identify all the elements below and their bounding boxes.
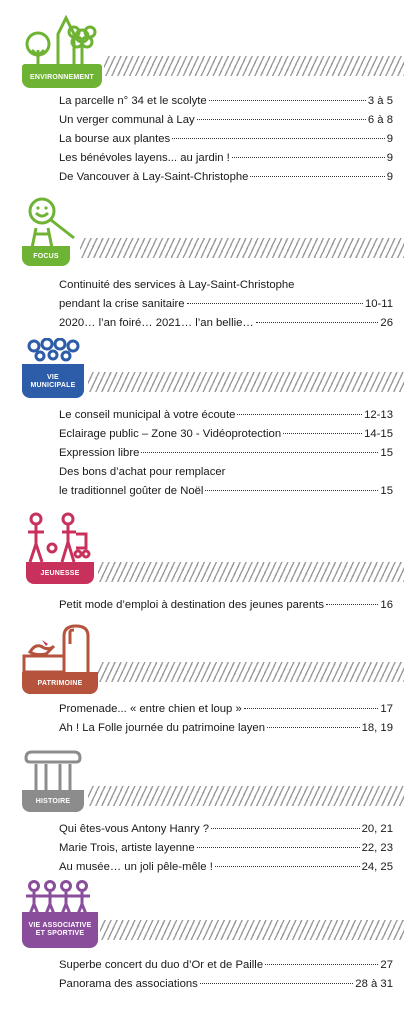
- focus-badge: [22, 194, 84, 268]
- hatch-divider: [100, 920, 404, 940]
- page-number: 9: [386, 133, 393, 145]
- toc-entries: [59, 956, 393, 994]
- toc-entry[interactable]: 2020… l’an foiré… 2021… l’an bellie… 26: [59, 314, 393, 333]
- page-number: 26: [380, 317, 393, 329]
- toc-entry[interactable]: Les bénévoles layens... au jardin ! 9: [59, 149, 393, 168]
- toc-entries: [59, 92, 393, 187]
- toc-entries: [59, 276, 393, 333]
- toc-entries: [59, 596, 393, 615]
- bird-on-wall-icon: [22, 622, 98, 674]
- toc-entry[interactable]: Eclairage public – Zone 30 - Vidéoprotection 14-15: [59, 425, 393, 444]
- greek-column-icon: [22, 750, 84, 794]
- page-number: 14-15: [364, 428, 393, 440]
- toc-entries: [59, 700, 393, 738]
- page-number: 10-11: [364, 298, 393, 310]
- section-label: ENVIRONNEMENT: [29, 74, 95, 81]
- page-number: 22, 23: [361, 842, 393, 854]
- page-number: 9: [386, 152, 393, 164]
- patrimoine-badge: [22, 622, 98, 696]
- toc-entry[interactable]: Le conseil municipal à votre écoute 12-13: [59, 406, 393, 425]
- toc-entries: [59, 820, 393, 877]
- people-chain-icon: [22, 880, 98, 916]
- toc-entry[interactable]: De Vancouver à Lay-Saint-Christophe 9: [59, 168, 393, 187]
- hatch-divider: [88, 786, 404, 806]
- page-number: 15: [380, 485, 393, 497]
- section-label: PATRIMOINE: [37, 680, 83, 687]
- toc-entry[interactable]: Marie Trois, artiste layenne 22, 23: [59, 839, 393, 858]
- environnement-badge: [22, 12, 102, 88]
- page-number: 28 à 31: [355, 978, 393, 990]
- toc-entry[interactable]: Promenade... « entre chien et loup » 17: [59, 700, 393, 719]
- page-number: 16: [380, 599, 393, 611]
- toc-entry[interactable]: Au musée… un joli pêle-mêle ! 24, 25: [59, 858, 393, 877]
- hatch-divider: [104, 56, 404, 76]
- section-label: VIE MUNICIPALE: [30, 374, 76, 389]
- hatch-divider: [98, 562, 404, 582]
- page-number: 12-13: [364, 409, 393, 421]
- toc-entry[interactable]: Panorama des associations 28 à 31: [59, 975, 393, 994]
- page-number: 15: [380, 447, 393, 459]
- toc-entries: [59, 406, 393, 501]
- magnifier-smiley-icon: [22, 194, 84, 248]
- toc-entry[interactable]: La parcelle n° 34 et le scolyte 3 à 5: [59, 92, 393, 111]
- toc-entry[interactable]: Petit mode d’emploi à destination des jeunes parents 16: [59, 596, 393, 615]
- toc-entry[interactable]: La bourse aux plantes 9: [59, 130, 393, 149]
- hatch-divider: [80, 238, 404, 258]
- section-label: JEUNESSE: [40, 570, 80, 577]
- toc-entry[interactable]: Superbe concert du duo d’Or et de Paille 27: [59, 956, 393, 975]
- page-number: 17: [380, 703, 393, 715]
- toc-entry[interactable]: Des bons d’achat pour remplacer le traditionnel goûter de Noël 15: [59, 463, 393, 501]
- vie-municipale-badge: [22, 338, 84, 398]
- histoire-badge: [22, 750, 84, 814]
- page-number: 9: [386, 171, 393, 183]
- toc-entry[interactable]: Qui êtes-vous Antony Hanry ? 20, 21: [59, 820, 393, 839]
- section-label: HISTOIRE: [35, 798, 71, 805]
- jeunesse-badge: [22, 512, 94, 586]
- hatch-divider: [98, 662, 404, 682]
- page-number: 6 à 8: [367, 114, 393, 126]
- page-number: 3 à 5: [367, 95, 393, 107]
- toc-entry[interactable]: Continuité des services à Lay-Saint-Christophe pendant la crise sanitaire 10-11: [59, 276, 393, 314]
- vie-associative-badge: [22, 880, 98, 952]
- page-number: 24, 25: [361, 861, 393, 873]
- page-number: 18, 19: [361, 722, 393, 734]
- page-number: 27: [380, 959, 393, 971]
- toc-entry[interactable]: Expression libre 15: [59, 444, 393, 463]
- hatch-divider: [88, 372, 404, 392]
- toc-entry[interactable]: Un verger communal à Lay 6 à 8: [59, 111, 393, 130]
- toc-entry[interactable]: Ah ! La Folle journée du patrimoine layen 18, 19: [59, 719, 393, 738]
- section-label: FOCUS: [33, 253, 59, 260]
- tree-and-flower-icon: [22, 12, 102, 74]
- page-number: 20, 21: [361, 823, 393, 835]
- parent-child-stroller-icon: [22, 512, 94, 564]
- section-label: VIE ASSOCIATIVE ET SPORTIVE: [28, 922, 92, 937]
